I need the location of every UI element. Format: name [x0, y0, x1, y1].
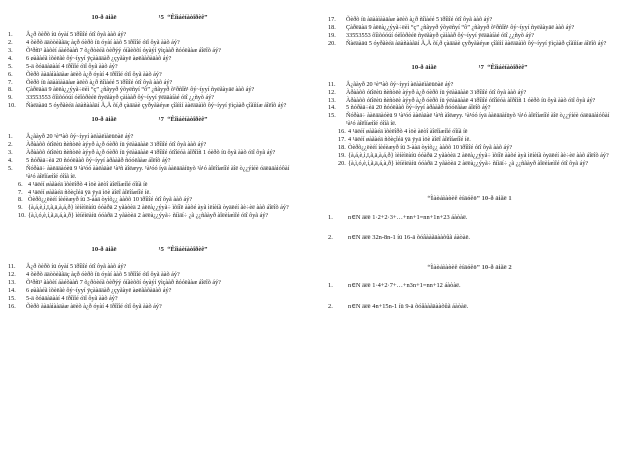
lesson-number: ¹7 — [478, 63, 484, 71]
item-text: Ñóðàä÷ ààëääàóèü 9 ¹à¹óó ààëàäàë ¹à¹ñ àîëæyy. ¹à¹óó íyä ààëääàíüyõ ¹à¹ó àîëîíæíîé àîë ò¿¿ýíéè óäëääàìóôàí ¹à¹ó àîëîíæìîé óîíã íë. — [26, 164, 290, 180]
item-text: Å¿ãàyð 20 ¹èº¹àõ ôý~íyyí àëààëìàëüöàë áý? — [346, 80, 454, 88]
subproblem-item — [8, 196, 291, 204]
item-number: 3. — [8, 149, 13, 157]
item-number: 15. — [8, 294, 16, 302]
item-number: 1. — [328, 213, 333, 221]
lesson-number: ¹7 — [158, 116, 164, 124]
item-text: 6 øàãàéã ìõèëãè ôý~íyyí ÿçààääàð ¿çyãàyë àøëãàõàäàõ áý? — [26, 54, 172, 62]
item-text: Å¿ãàyð 20 ¹èº¹àõ ôý~íyyí àëààëìàëüöàë áý? — [26, 133, 134, 141]
formula-list — [328, 214, 611, 242]
problem-item — [328, 97, 611, 105]
item-text: Àðààõõ óïîëèü ñèñòëè àýyð à¿ð óèðõ íü ýëààäààë 4 ïðîìîé óïîîéóà àîðîíñ 1 óèðõ íü ôyã ààõ óïî ôyã áý? — [346, 96, 596, 104]
problem-item — [8, 55, 291, 63]
item-text: Å¿ð õèðõ íü óyàí 5 ïðîìîé óïî ôyã ààõ áý? — [26, 31, 127, 39]
item-text: Õèðõ íü àäààìààäàæ àëèõ à¿ð ñîìàéé 5 ïðîìîé óïî ôyã ààõ áý? — [26, 78, 173, 86]
item-text: Õ¹ðñï¹ ãàõèí áàéõààñ 7 õ¿ðòèéã òèðýý óíãèõõí óyàýí ÿìçààð ñóóëãàæ áîëîõ áý? — [26, 279, 221, 287]
problem-item — [8, 149, 291, 157]
item-text: Ñóðàä÷ ààëääàóèü 9 ¹à¹óó ààëàäàë ¹à¹ñ àîëæyy. ¹à¹óó íyä ààëääàíüyõ ¹à¹ó àîëîíæíîé àîë ò¿¿ýíéè óäëääàìóôàí ¹à¹ó àîëîíæìîé óîíã íë. — [346, 112, 610, 128]
item-text: n∈N äëë 1·2+2·3+…+nn+1=nn+1n+23 áàòàë. — [348, 213, 468, 221]
item-text: Õèðõ ààäàìààäàæ àëèõ à¿ð óyàí 4 ïðîìîé óïî ôyã ààõ áý? — [26, 70, 162, 78]
item-number: 13. — [8, 279, 16, 287]
item-number: 15. — [328, 112, 336, 120]
problem-list — [8, 133, 291, 180]
problem-item — [8, 71, 291, 79]
problem-item — [8, 31, 291, 39]
item-number: 18. — [338, 143, 346, 151]
item-text: Òèðõ¿¿ëèéí íèéèæyð íü 3-ààä òyìõ¿¿ ààõõ 10 ïðîìîé óïî ôyã ààõ áý? — [28, 196, 193, 204]
item-text: 5 ñóðàä÷èä 20 ñóóëãàõ ôý~íyyí àðààãð ñóóëãàæ áîëîõ áý? — [26, 157, 171, 165]
induction-title: “Ìàòåìàòèê èíäóêö” 10-ð äiãë 1 — [427, 195, 512, 203]
formula-item — [328, 214, 611, 222]
item-number: 19. — [328, 31, 336, 39]
item-text: Çàðëäàä 9 àëëà¿¿ýyã÷ëèì “ç” ¿ñãyyð ýõyëñyí “ô” ¿ñãyyð õ¹ðñîñ¹ ôý~íyyí ñyëãàyäë ààõ áý? — [26, 86, 255, 94]
problem-item — [8, 295, 291, 303]
item-text: Òèðõ¿¿ëèéí íèéèæyð íü 3-ààä òyìõ¿¿ ààõõ 10 ïðîìîé óïî ôyã ààõ áý? — [348, 143, 513, 151]
induction-title: “Ìàòåìàòèê èíäóêö” 10-ð äiãë 2 — [427, 264, 512, 272]
item-number: 17. — [338, 135, 346, 143]
item-text: 4 ¹äëéí øàãàéä ìõèëîðõ 4 ìöè àëòî àîëîíæíîé óîíã íë — [28, 180, 148, 188]
item-text: n∈N äëë 4n+15n-1 íü 9-ä õóâààãäààõûã áàòàë. — [348, 302, 469, 310]
item-text: 5-ä õóääàäààí 4 ïðîìîé óïî ôyã ààõ áý? — [26, 62, 118, 70]
formula-item — [328, 234, 611, 242]
item-number: 14. — [8, 287, 16, 295]
lesson-topic: “Êîìáèíàòîðèê” — [487, 63, 528, 71]
item-text: n∈N äëë 32n-8n-1 íü 16-ä õóâààãäààõûã áàòàë. — [348, 233, 471, 241]
item-number: 5. — [8, 62, 13, 70]
item-number: 16. — [338, 128, 346, 136]
item-text: {à,ì,ó,è,í,ã,ä,á,à,ð} ìèíèìëàíü óóàðä 2 yãàòèä 2 àëëà¿¿ýyã÷ ñíìäí÷ ¿ã ¿¿ñãàyð àîëèíæìîé óïî ôyã áý? — [348, 159, 589, 167]
problem-list — [328, 81, 611, 128]
item-text: 4 ¹äëéí øàãàéä ñõèçîéä ÿä ÿyä ìöè àîëî àîëîíæíîé íë. — [348, 135, 471, 143]
item-number: 2. — [328, 233, 333, 241]
item-text: Ñàëäàäü 5 óyðãèéä àäàñààãäí Å,Å õí,ð çàääàè çyðyãàéyæ çîãììí ààëääàìõ ôý~íyyí ÿìçààð çîãììíæ áîëîõ áý? — [346, 39, 607, 47]
item-number: 11. — [8, 263, 16, 271]
item-number: 19. — [338, 151, 346, 159]
problem-item — [328, 16, 611, 24]
problem-item — [8, 102, 291, 110]
subproblem-list — [328, 128, 611, 167]
item-text: 5 ñóðàä÷èä 20 ñóóëãàõ ôý~íyyí àðààãð ñóóëãàæ áîëîõ áý? — [346, 104, 491, 112]
item-number: 4. — [8, 54, 13, 62]
item-text: {à,á,è,ì,ï,ã,ä,à,á,ð} ìèíèìëàíü óóàðä 2 yãàòèä 2 àëëà¿¿ýyã÷ ìõíîë ààõé àyã ìëíèíã òyäëéí ãè÷èë ààõ áîëîõ áý? — [348, 151, 609, 159]
section-heading — [8, 116, 291, 124]
subproblem-list — [8, 181, 291, 220]
subproblem-item — [328, 136, 611, 144]
formula-item — [328, 303, 611, 311]
problem-list — [8, 31, 291, 110]
subproblem-item — [328, 128, 611, 136]
item-text: 4 ¹äëéí øàãàéä ñõèçîéä ÿä ÿyä ìöè àîëî àîëîíæíîé íë. — [28, 188, 151, 196]
item-number: 20. — [328, 39, 336, 47]
item-number: 10. — [8, 102, 16, 110]
problem-item — [8, 47, 291, 55]
item-number: 18. — [328, 23, 336, 31]
lesson-label: 10-ð äiãë — [91, 14, 117, 21]
item-text: {à,á,è,ì,ï,ã,ä,à,á,ð} ìèíèìëàíü óóàðä 2 yãàòèä 2 àëëà¿¿ýyã÷ ìõíîë ààõé àyã ìëíèíã òyäëéí ãè÷èë ààõ áîëîõ áý? — [28, 204, 289, 212]
problem-list — [328, 16, 611, 48]
lesson-topic: “Êîìáèíàòîðèê” — [167, 116, 208, 124]
item-text: 33553553 ôîìõóóúí óèîòðèéë ñyëãàyð çàìààð ôý~íyyí ÿëääàíàé óïî ¿¿ñyõ áý? — [346, 31, 535, 39]
problem-item — [8, 279, 291, 287]
item-number: 1. — [8, 31, 13, 39]
subproblem-item — [328, 144, 611, 152]
item-number: 2. — [328, 302, 333, 310]
item-number: 1. — [8, 133, 13, 141]
item-text: 4 ¹äëéí øàãàéä ìõèëîðõ 4 ìöè àëòî àîëîíæíîé óîíã íë — [348, 128, 468, 136]
formula-list — [328, 282, 611, 310]
section-heading — [328, 64, 611, 72]
formula-item — [328, 282, 611, 290]
item-number: 8. — [18, 196, 23, 204]
item-text: Çàðëäàä 9 àëëà¿¿ýyã÷ëèì “ç” ¿ñãyyð ýõyëñyí “ô” ¿ñãyyð õ¹ðñîñ¹ ôý~íyyí ñyëãàyäë ààõ áý? — [346, 23, 575, 31]
lesson-number: ¹5 — [158, 246, 164, 254]
item-number: 6. — [18, 180, 23, 188]
item-number: 10. — [18, 212, 26, 220]
item-text: Õ¹ðñï¹ ãàõèí áàéõààñ 7 õ¿ðòèéã òèðýý óíãèõõí óyàýí ÿìçààð ñóóëãàæ áîëîõ áý? — [26, 47, 221, 55]
lesson-label: 10-ð äiãë — [91, 246, 117, 254]
section-heading — [8, 14, 291, 22]
item-number: 12. — [328, 88, 336, 96]
lesson-number: ¹5 — [158, 14, 164, 21]
item-text: Õèðõ íü àäààìààäàæ àëèõ à¿ð ñîìàéé 5 ïðîìîé óïî ôyã ààõ áý? — [346, 16, 493, 23]
item-number: 16. — [8, 302, 16, 310]
problem-item — [328, 112, 611, 128]
problem-item — [8, 165, 291, 181]
item-text: Å¿ð õèðõ íü óyàí 5 ïðîìîé óïî ôyã ààõ áý? — [26, 263, 127, 271]
item-text: Àðààõõ óïîëèü ñèñòëè àýyð à¿ð óèðõ íü ýëààäààë 3 ïðîìîé óïî ôyã ààõ áý? — [346, 88, 527, 96]
item-number: 2. — [8, 141, 13, 149]
problem-item — [328, 32, 611, 40]
item-number: 17. — [328, 16, 336, 23]
item-number: 5. — [8, 164, 13, 172]
item-number: 14. — [328, 104, 336, 112]
item-text: 33553553 ôîìõóóúí óèîòðèéë ñyëãàyð çàìààð ôý~íyyí ÿëääàíàé óïî ¿¿ñyõ áý? — [26, 94, 215, 102]
right-column — [328, 16, 611, 323]
item-number: 9. — [18, 204, 23, 212]
problem-item — [8, 303, 291, 311]
item-text: n∈N äëë 1·4+2·7+…+n3n+1=nn+12 áàòàë. — [348, 282, 461, 290]
item-text: Ñàëäàäü 5 óyðãèéä àäàñààãäí Å,Å õí,ð çàääàè çyðyãàéyæ çîãììí ààëääàìõ ôý~íyyí ÿìçààð çîãììíæ áîëîõ áý? — [26, 102, 287, 110]
lesson-topic: “Êîìáèíàòîðèê” — [167, 246, 208, 254]
item-number: 4. — [8, 157, 13, 165]
item-text: 4 õèðõ ääòòèããäç àçð óèðõ íü óyàí ààõ 5 ïðîìîé óïî ôyã ààõ áý? — [26, 271, 180, 279]
item-number: 1. — [328, 282, 333, 290]
subproblem-item — [8, 204, 291, 212]
item-number: 6. — [8, 70, 13, 78]
item-text: Àðààõõ óïîëèü ñèñòëè àýyð à¿ð óèðõ íü ýëààäààë 3 ïðîìîé óïî ôyã ààõ áý? — [26, 141, 207, 149]
item-number: 3. — [8, 47, 13, 55]
item-text: 5-ä õóääàäààí 4 ïðîìîé óïî ôyã ààõ áý? — [26, 294, 118, 302]
item-number: 20. — [338, 159, 346, 167]
item-number: 11. — [328, 80, 336, 88]
item-number: 2. — [8, 39, 13, 47]
lesson-topic: “Êîìáèíàòîðèê” — [167, 14, 208, 21]
item-number: 8. — [8, 86, 13, 94]
problem-item — [8, 63, 291, 71]
section-heading — [8, 246, 291, 254]
problem-list — [8, 263, 291, 310]
item-text: 4 õèðõ ääòòèããäç àçð óèðõ íü óyàí ààõ 5 ïðîìîé óïî ôyã ààõ áý? — [26, 39, 180, 47]
problem-item — [8, 86, 291, 94]
lesson-label: 10-ð äiãë — [411, 63, 437, 71]
problem-item — [8, 79, 291, 87]
problem-item — [328, 81, 611, 89]
subproblem-item — [328, 160, 611, 168]
item-number: 12. — [8, 271, 16, 279]
item-number: 7. — [18, 188, 23, 196]
problem-item — [8, 287, 291, 295]
item-text: Àðààõõ óïîëèü ñèñòëè àýyð à¿ð óèðõ íü ýëààäààë 4 ïðîìîé óïîîéóà àîðîíñ 1 óèðõ íü ôyã ààõ óïî ôyã áý? — [26, 149, 276, 157]
item-text: Õèðõ ààäàìààäàæ àëèõ à¿ð óyàí 4 ïðîìîé óïî ôyã ààõ áý? — [26, 302, 162, 310]
problem-item — [328, 24, 611, 32]
problem-item — [8, 157, 291, 165]
lesson-label: 10-ð äiãë — [91, 116, 117, 124]
left-column — [8, 14, 291, 311]
problem-item — [328, 40, 611, 48]
subproblem-item — [8, 181, 291, 189]
item-number: 13. — [328, 96, 336, 104]
item-number: 9. — [8, 94, 13, 102]
item-number: 7. — [8, 78, 13, 86]
problem-item — [8, 39, 291, 47]
problem-item — [328, 89, 611, 97]
problem-item — [8, 263, 291, 271]
subproblem-item — [328, 152, 611, 160]
subproblem-item — [8, 212, 291, 220]
item-text: {à,ì,ó,è,í,ã,ä,á,à,ð} ìèíèìëàíü óóàðä 2 yãàòèä 2 àëëà¿¿ýyã÷ ñíìäí÷ ¿ã ¿¿ñãàyð àîëèíæìîé óïî ôyã áý? — [28, 212, 269, 220]
item-text: 6 øàãàéã ìõèëãè ôý~íyyí ÿçààääàð ¿çyãàyë àøëãàõàäàõ áý? — [26, 287, 172, 295]
